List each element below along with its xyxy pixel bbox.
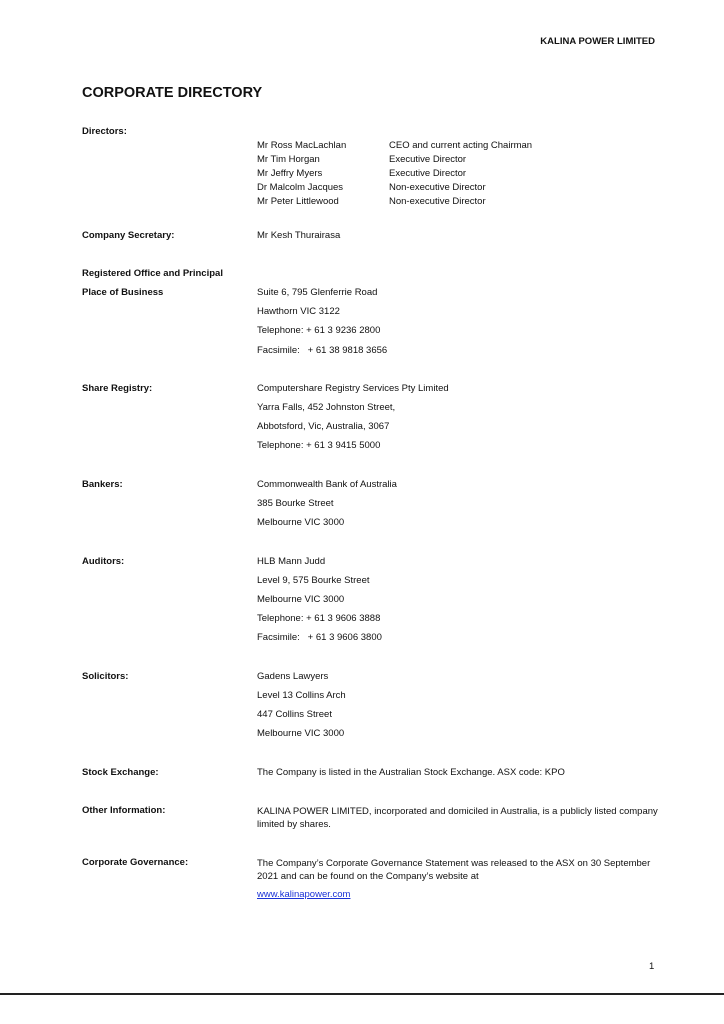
office-address-line: Suite 6, 795 Glenferrie Road — [257, 287, 378, 298]
director-name: Mr Jeffry Myers — [257, 168, 323, 179]
director-name: Mr Ross MacLachlan — [257, 140, 347, 151]
bankers-line: Melbourne VIC 3000 — [257, 517, 345, 528]
auditors-label: Auditors: — [82, 556, 125, 567]
director-role: Executive Director — [389, 168, 467, 179]
solicitors-line: Level 13 Collins Arch — [257, 690, 346, 701]
governance-label: Corporate Governance: — [82, 857, 189, 868]
office-facsimile: Facsimile: + 61 38 9818 3656 — [257, 345, 388, 356]
exchange-text: The Company is listed in the Australian Stock Exchange. ASX code: KPO — [257, 767, 565, 778]
office-label: Registered Office and Principal — [82, 268, 223, 279]
auditors-telephone: Telephone: + 61 3 9606 3888 — [257, 613, 381, 624]
director-role: Non-executive Director — [389, 182, 486, 193]
secretary-name: Mr Kesh Thurairasa — [257, 230, 341, 241]
auditors-line: Level 9, 575 Bourke Street — [257, 575, 370, 586]
solicitors-label: Solicitors: — [82, 671, 129, 682]
bankers-line: Commonwealth Bank of Australia — [257, 479, 397, 490]
page-number: 1 — [649, 961, 655, 972]
registry-line: Yarra Falls, 452 Johnston Street, — [257, 402, 396, 413]
auditors-facsimile: Facsimile: + 61 3 9606 3800 — [257, 632, 382, 643]
auditors-line: HLB Mann Judd — [257, 556, 326, 567]
registry-line: Computershare Registry Services Pty Limited — [257, 383, 449, 394]
solicitors-line: 447 Collins Street — [257, 709, 332, 720]
office-address-line: Hawthorn VIC 3122 — [257, 306, 340, 317]
solicitors-line: Gadens Lawyers — [257, 671, 329, 682]
page-title: CORPORATE DIRECTORY — [82, 85, 263, 101]
director-role: Non-executive Director — [389, 196, 486, 207]
bankers-line: 385 Bourke Street — [257, 498, 334, 509]
directors-label: Directors: — [82, 126, 127, 137]
company-website-link[interactable]: www.kalinapower.com — [257, 889, 351, 900]
registry-telephone: Telephone: + 61 3 9415 5000 — [257, 440, 381, 451]
office-label: Place of Business — [82, 287, 164, 298]
director-name: Dr Malcolm Jacques — [257, 182, 344, 193]
office-telephone: Telephone: + 61 3 9236 2800 — [257, 325, 381, 336]
director-name: Mr Tim Horgan — [257, 154, 320, 165]
director-name: Mr Peter Littlewood — [257, 196, 339, 207]
footer-rule — [0, 993, 724, 995]
registry-line: Abbotsford, Vic, Australia, 3067 — [257, 421, 390, 432]
other-info-label: Other Information: — [82, 805, 166, 816]
bankers-label: Bankers: — [82, 479, 123, 490]
governance-text: The Company’s Corporate Governance Statement was released to the ASX on 30 September 2021 and can be found on the Company’s website at — [257, 858, 651, 882]
other-info-text: KALINA POWER LIMITED, incorporated and domiciled in Australia, is a publicly listed company limited by shares. — [257, 806, 658, 830]
secretary-label: Company Secretary: — [82, 230, 175, 241]
registry-label: Share Registry: — [82, 383, 153, 394]
exchange-label: Stock Exchange: — [82, 767, 159, 778]
auditors-line: Melbourne VIC 3000 — [257, 594, 345, 605]
director-role: CEO and current acting Chairman — [389, 140, 533, 151]
header-company-name: KALINA POWER LIMITED — [540, 36, 655, 47]
director-role: Executive Director — [389, 154, 467, 165]
solicitors-line: Melbourne VIC 3000 — [257, 728, 345, 739]
